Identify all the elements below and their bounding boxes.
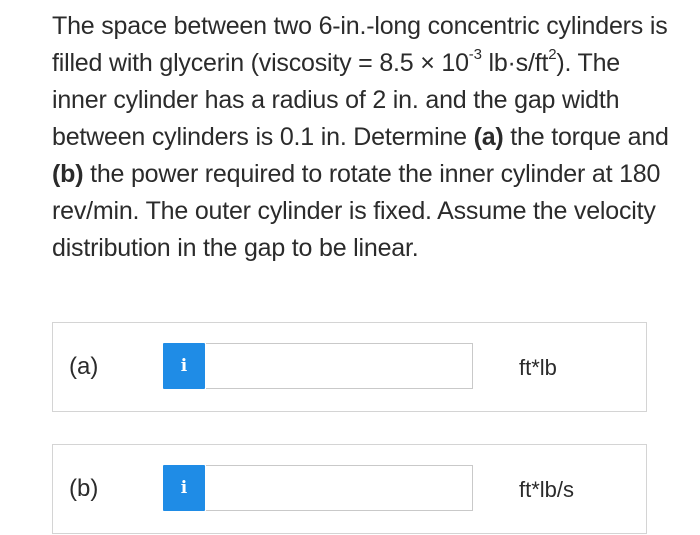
problem-text-segment: lb·s/ft [481, 49, 549, 77]
answer-card-b [52, 444, 647, 534]
part-label-a: (a) [69, 353, 99, 380]
answer-input-b[interactable] [206, 465, 473, 511]
problem-text-segment: The space between two 6-in.-long concentric cylinders is filled with glycerin (viscosity = 8.5 × 10 [52, 12, 668, 77]
answer-input-a[interactable] [206, 343, 473, 389]
problem-text [52, 8, 672, 267]
part-a-marker: (a) [473, 123, 504, 151]
problem-statement [52, 8, 672, 267]
part-b-marker: (b) [52, 160, 84, 188]
info-icon[interactable]: i [163, 465, 205, 511]
part-label-b: (b) [69, 475, 99, 502]
unit-label-b: ft*lb/s [519, 477, 575, 502]
exponent: 2 [548, 45, 557, 63]
info-icon[interactable]: i [163, 343, 205, 389]
exponent: -3 [468, 45, 482, 63]
problem-text-segment: ). The inner cylinder has a radius of 2 in. and the gap width between cylinders is 0.1 in. Determine [52, 49, 621, 151]
problem-text-segment: the torque and [503, 123, 669, 151]
answer-card-a [52, 322, 647, 412]
unit-label-a: ft*lb [519, 355, 557, 380]
problem-text-segment: the power required to rotate the inner cylinder at 180 rev/min. The outer cylinder is fixed. Assume the velocity distribution in the gap to be linear. [52, 160, 661, 262]
